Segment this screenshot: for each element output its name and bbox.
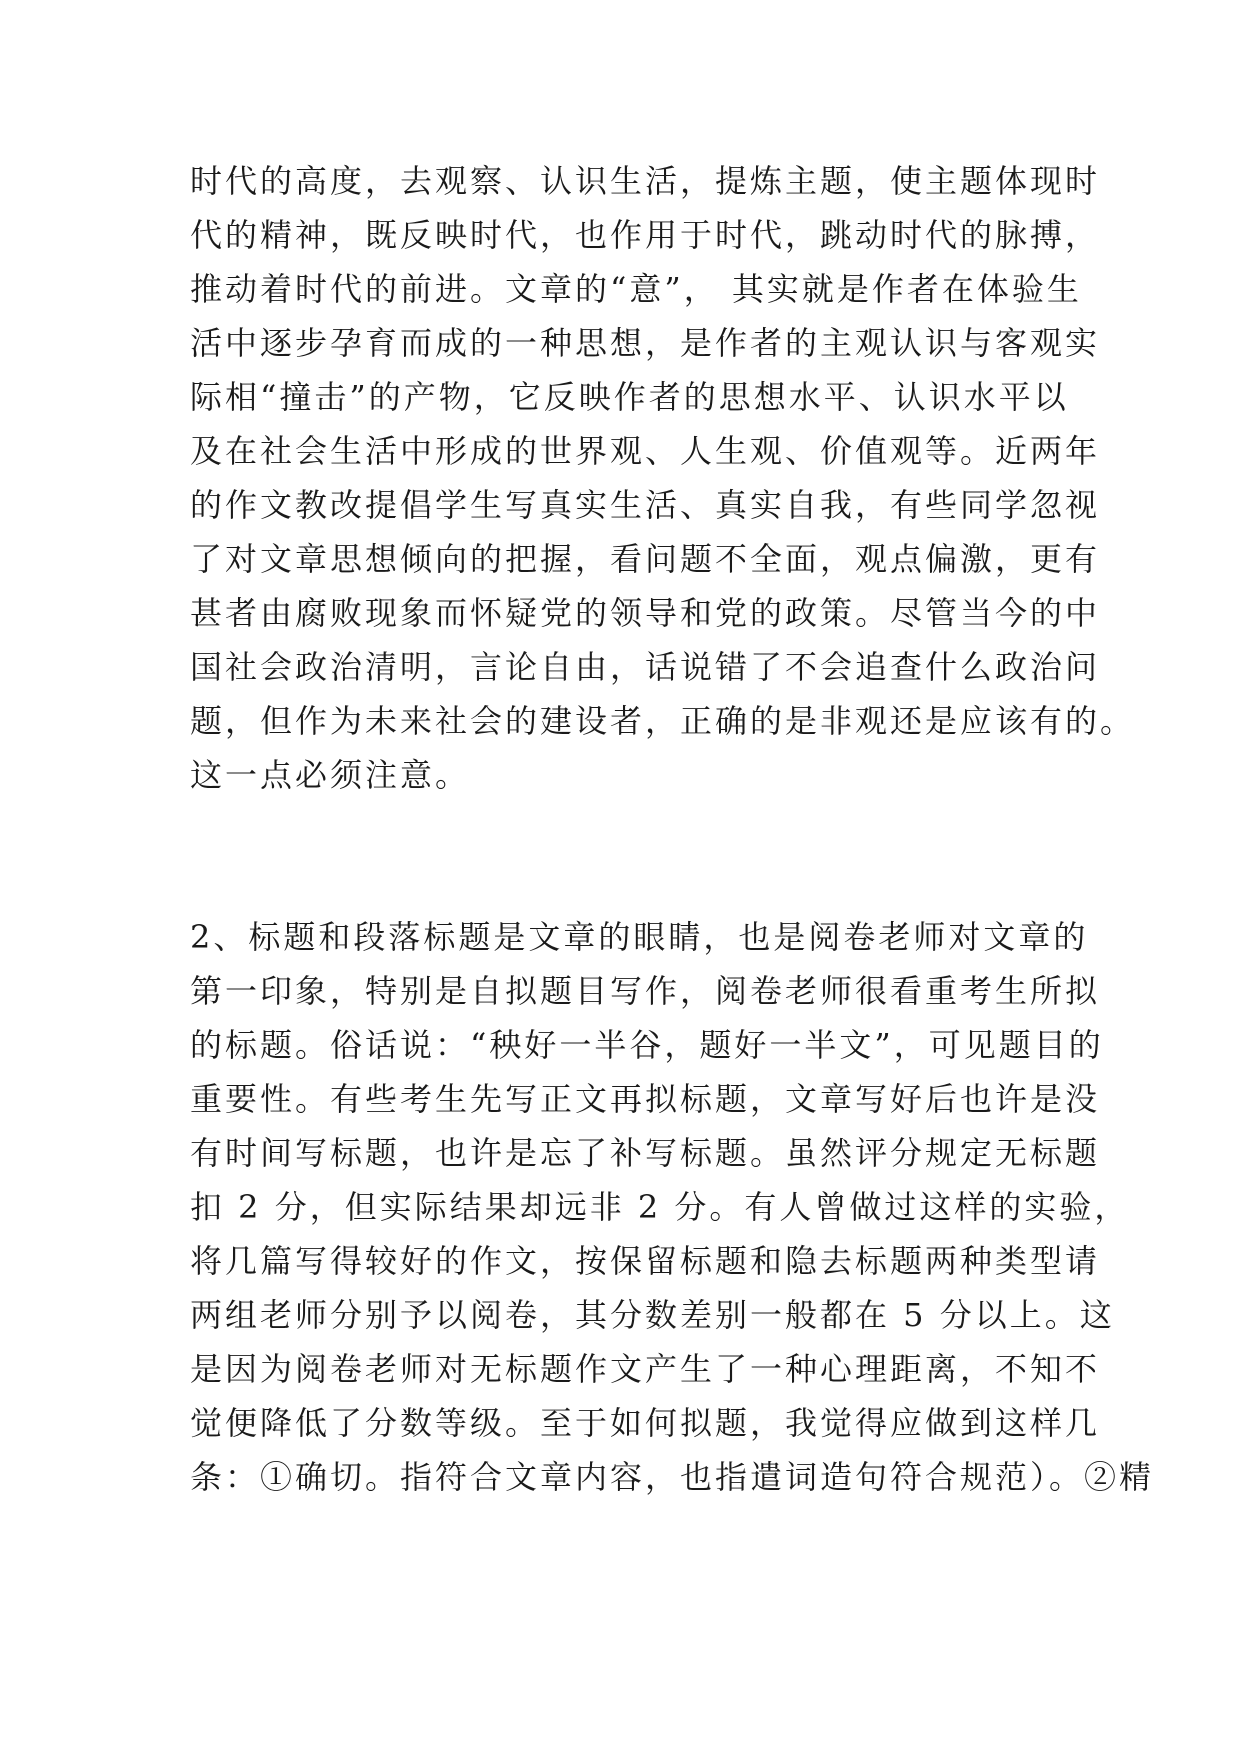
text-line: 推动着时代的前进。文章的“意”， 其实就是作者在体验生	[190, 270, 1082, 308]
text-line: 有时间写标题，也许是忘了补写标题。虽然评分规定无标题	[190, 1134, 1101, 1172]
text-line: 将几篇写得较好的作文，按保留标题和隐去标题两种类型请	[190, 1242, 1101, 1280]
text-line: 觉便降低了分数等级。至于如何拟题，我觉得应做到这样几	[190, 1404, 1101, 1442]
text-line: 际相“撞击”的产物，它反映作者的思想水平、认识水平以	[190, 378, 1069, 416]
paragraph-2	[190, 910, 1155, 1504]
text-line: 时代的高度，去观察、认识生活，提炼主题，使主题体现时	[190, 162, 1101, 200]
text-line: 及在社会生活中形成的世界观、人生观、价值观等。近两年	[190, 432, 1101, 470]
text-line: 重要性。有些考生先写正文再拟标题，文章写好后也许是没	[190, 1080, 1101, 1118]
text-line: 活中逐步孕育而成的一种思想，是作者的主观认识与客观实	[190, 324, 1101, 362]
text-line: 的作文教改提倡学生写真实生活、真实自我，有些同学忽视	[190, 486, 1101, 524]
text-line: 两组老师分别予以阅卷，其分数差别一般都在 5 分以上。这	[190, 1296, 1115, 1334]
text-line: 2、标题和段落标题是文章的眼睛，也是阅卷老师对文章的	[190, 918, 1089, 956]
text-line: 扣 2 分，但实际结果却远非 2 分。有人曾做过这样的实验，	[190, 1188, 1130, 1226]
text-line: 甚者由腐败现象而怀疑党的领导和党的政策。尽管当今的中	[190, 594, 1101, 632]
text-line: 这一点必须注意。	[190, 756, 471, 794]
text-line: 第一印象，特别是自拟题目写作，阅卷老师很看重考生所拟	[190, 972, 1101, 1010]
text-line: 代的精神，既反映时代，也作用于时代，跳动时代的脉搏，	[190, 216, 1101, 254]
paragraph-1	[190, 154, 1136, 802]
text-line: 国社会政治清明，言论自由，话说错了不会追查什么政治问	[190, 648, 1101, 686]
text-line: 条：①确切。指符合文章内容，也指遣词造句符合规范）。②精	[190, 1458, 1155, 1496]
text-line: 的标题。俗话说：“秧好一半谷，题好一半文”，可见题目的	[190, 1026, 1104, 1064]
text-line: 了对文章思想倾向的把握，看问题不全面，观点偏激，更有	[190, 540, 1101, 578]
text-line: 题，但作为未来社会的建设者，正确的是非观还是应该有的。	[190, 702, 1136, 740]
text-line: 是因为阅卷老师对无标题作文产生了一种心理距离，不知不	[190, 1350, 1101, 1388]
